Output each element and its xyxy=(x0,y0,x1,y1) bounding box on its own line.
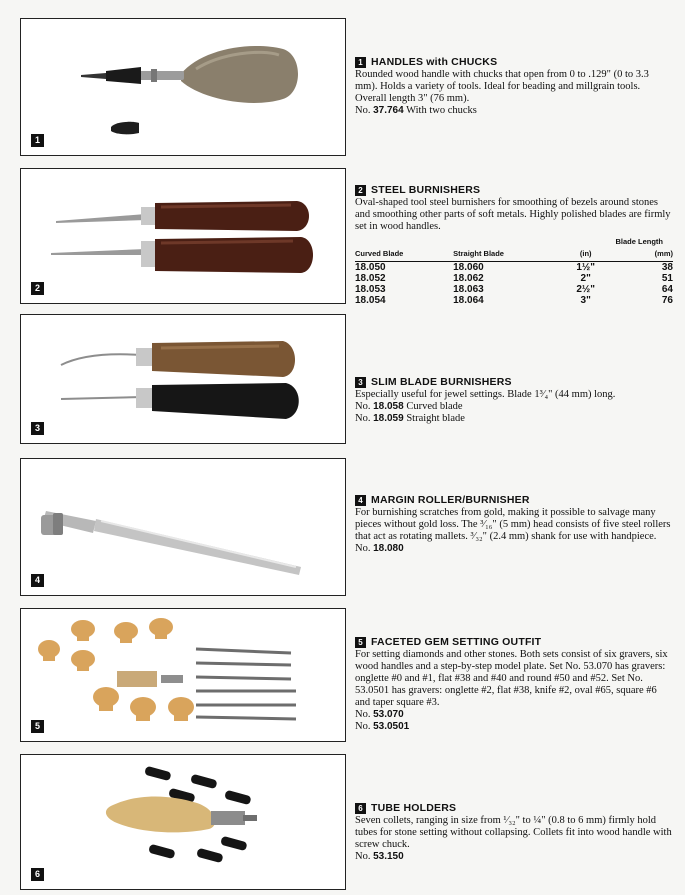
section-description: Seven collets, ranging in size from ¹⁄₃₂" to ¼" (0.8 to 6 mm) firmly hold tubes for stone setting without collapsing. Collets fit into wood handle with screw chuck. xyxy=(355,815,672,850)
section-number: 1 xyxy=(355,57,366,68)
tube-holder-illustration xyxy=(21,755,345,889)
section-description: For setting diamonds and other stones. Both sets consist of six gravers, six wood handles and a step-by-step model plate. Set No. 53.070 has gravers: onglette #0 and #1, flat #38 and #40 and round #50 and #52. Set No. 53.0501 has gravers: onglette #2, flat #38, knife #2, oval #65, square #6 and taper square #3. xyxy=(355,649,668,708)
order-number: 18.058 xyxy=(373,401,404,412)
table-row: 18.052 18.062 2" 51 xyxy=(355,273,673,284)
section-tube-holders xyxy=(355,802,673,863)
photo-number-badge: 4 xyxy=(31,574,44,587)
photo-margin-roller-burnisher xyxy=(20,458,346,596)
column-header: Straight Blade xyxy=(453,248,556,262)
section-steel-burnishers xyxy=(355,184,673,306)
order-number: 18.080 xyxy=(373,543,404,554)
order-number: 53.070 xyxy=(373,709,404,720)
section-description: Especially useful for jewel settings. Blade 1³⁄₄" (44 mm) long. xyxy=(355,389,616,400)
section-description: For burnishing scratches from gold, making it possible to salvage many pieces without gold loss. The ³⁄₁₆" (5 mm) head consists of five steel rollers that act as rotating mallets. ³⁄₃₂" (2.4 mm) shank for use with handpiece. xyxy=(355,507,671,542)
section-title: HANDLES with CHUCKS xyxy=(371,56,498,68)
photo-faceted-gem-setting-outfit xyxy=(20,608,346,742)
section-title: FACETED GEM SETTING OUTFIT xyxy=(371,636,542,648)
section-heading xyxy=(355,184,673,196)
order-line: No. 37.764 With two chucks xyxy=(355,105,477,116)
order-description: Curved blade xyxy=(406,401,463,412)
photo-number-badge: 6 xyxy=(31,868,44,881)
photo-number-badge: 2 xyxy=(31,282,44,295)
section-title: STEEL BURNISHERS xyxy=(371,184,481,196)
handle-chuck-illustration xyxy=(21,19,345,155)
photo-tube-holders xyxy=(20,754,346,890)
section-number: 2 xyxy=(355,185,366,196)
order-number: 18.059 xyxy=(373,413,404,424)
section-description: Rounded wood handle with chucks that open from 0 to .129" (0 to 3.3 mm). Holds a variety of tools. Ideal for beading and millgrain tools. Overall length 3" (76 mm). xyxy=(355,69,649,104)
order-line: No. 18.080 xyxy=(355,543,404,554)
margin-roller-illustration xyxy=(21,459,345,595)
gem-setting-outfit-illustration xyxy=(21,609,345,741)
section-number: 3 xyxy=(355,377,366,388)
section-number: 4 xyxy=(355,495,366,506)
order-line: No. 53.0501 xyxy=(355,721,410,732)
order-description: Straight blade xyxy=(406,413,465,424)
photo-number-badge: 3 xyxy=(31,422,44,435)
photo-handles-with-chucks xyxy=(20,18,346,156)
order-description: With two chucks xyxy=(406,105,477,116)
column-header: Curved Blade xyxy=(355,248,453,262)
order-number: 53.0501 xyxy=(373,721,410,732)
burnisher-size-table xyxy=(355,236,673,306)
photo-steel-burnishers xyxy=(20,168,346,304)
table-row: 18.054 18.064 3" 76 xyxy=(355,295,673,306)
order-number: 53.150 xyxy=(373,851,404,862)
section-handles-with-chucks xyxy=(355,56,673,117)
order-line: No. 53.070 xyxy=(355,709,404,720)
photo-number-badge: 1 xyxy=(31,134,44,147)
section-title: SLIM BLADE BURNISHERS xyxy=(371,376,512,388)
table-row: 18.053 18.063 2½" 64 xyxy=(355,284,673,295)
column-header: (mm) xyxy=(615,248,673,262)
section-faceted-gem-setting-outfit xyxy=(355,636,673,733)
table-group-header: Blade Length xyxy=(615,237,663,246)
section-number: 5 xyxy=(355,637,366,648)
order-line: No. 18.058 Curved blade xyxy=(355,401,463,412)
section-description: Oval-shaped tool steel burnishers for smoothing of bezels around stones and smoothing other parts of soft metals. Highly polished blades are firmly set in wood handles. xyxy=(355,197,671,232)
steel-burnisher-illustration xyxy=(21,169,345,303)
slim-burnisher-illustration xyxy=(21,315,345,443)
section-margin-roller-burnisher xyxy=(355,494,673,555)
section-heading xyxy=(355,376,673,388)
column-header: (in) xyxy=(556,248,615,262)
section-heading xyxy=(355,56,673,68)
section-heading xyxy=(355,636,673,648)
photo-number-badge: 5 xyxy=(31,720,44,733)
section-slim-blade-burnishers xyxy=(355,376,673,425)
order-line: No. 18.059 Straight blade xyxy=(355,413,465,424)
section-title: MARGIN ROLLER/BURNISHER xyxy=(371,494,530,506)
section-heading xyxy=(355,494,673,506)
section-title: TUBE HOLDERS xyxy=(371,802,457,814)
photo-slim-blade-burnishers xyxy=(20,314,346,444)
table-row: 18.050 18.060 1½" 38 xyxy=(355,262,673,273)
section-heading xyxy=(355,802,673,814)
order-line: No. 53.150 xyxy=(355,851,404,862)
section-number: 6 xyxy=(355,803,366,814)
order-number: 37.764 xyxy=(373,105,404,116)
